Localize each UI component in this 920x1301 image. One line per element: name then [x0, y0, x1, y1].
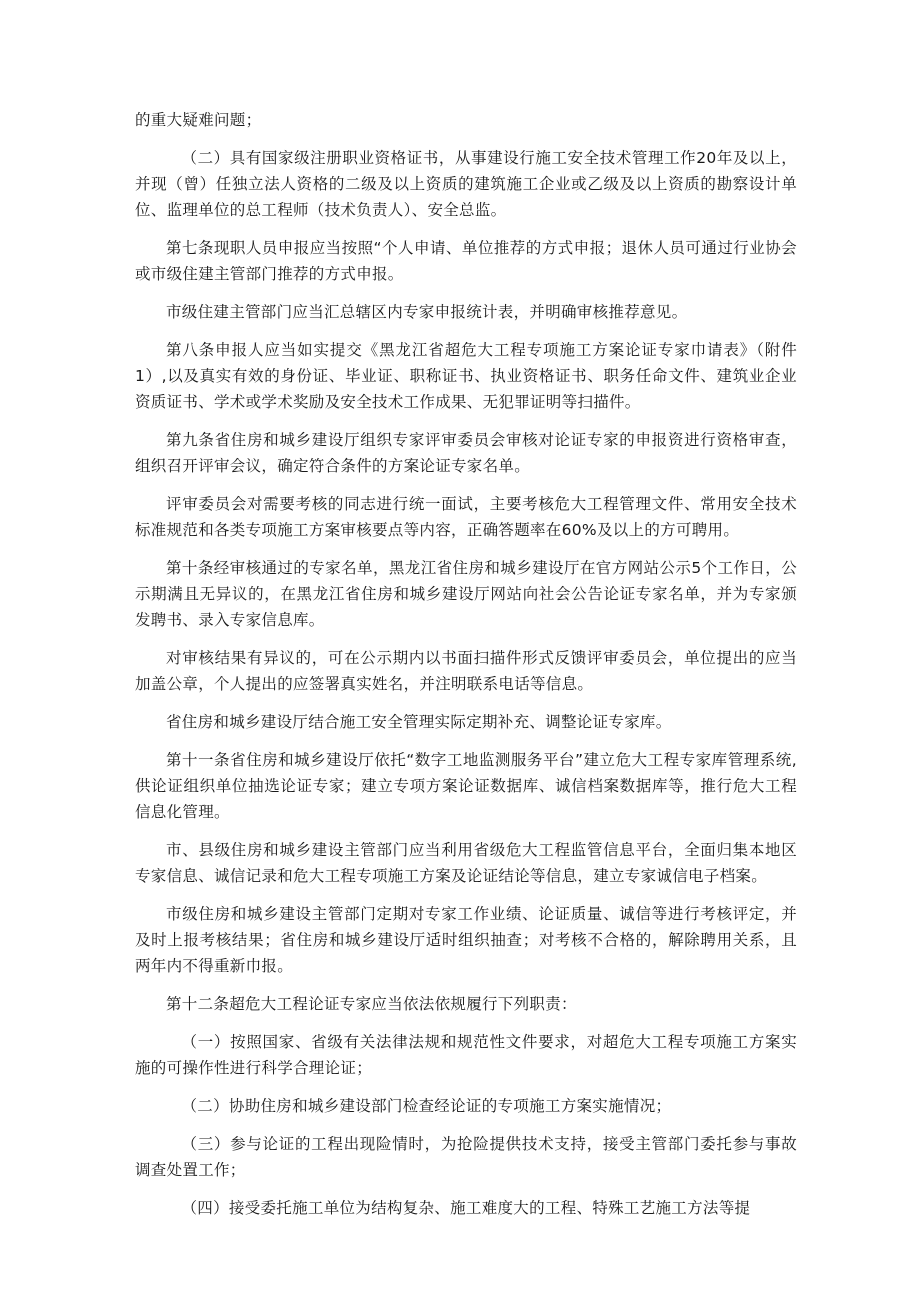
- paragraph: 市、县级住房和城乡建设主管部门应当利用省级危大工程监管信息平台，全面归集本地区专家信息、诚信记录和危大工程专项施工方案及论证结论等信息，建立专家诚信电子档案。: [135, 841, 797, 885]
- paragraph: 市级住建主管部门应当汇总辖区内专家申报统计表，并明确审核推荐意见。: [166, 303, 688, 321]
- paragraph: 第八条申报人应当如实提交《黑龙江省超危大工程专项施工方案论证专家巾请表》（附件1）,以及真实有效的身份证、毕业证、职称证书、执业资格证书、职务任命文件、建筑业企业资质证书、学术或学术奖励及安全技术工作成果、无犯罪证明等扫描件。: [135, 341, 797, 411]
- paragraph: 市级住房和城乡建设主管部门定期对专家工作业绩、论证质量、诚信等进行考核评定，并及时上报考核结果；省住房和城乡建设厅适时组织抽查；对考核不合格的，解除聘用关系，且两年内不得重新巾报。: [135, 905, 797, 975]
- paragraph: 的重大疑难问题；: [135, 111, 262, 129]
- paragraph: （二）具有国家级注册职业资格证书，从事建设行施工安全技术管理工作20年及以上，并现（曾）任独立法人资格的二级及以上资质的建筑施工企业或乙级及以上资质的勘察设计单位、监理单位的总工程师（技术负责人）、安全总监。: [135, 149, 797, 219]
- paragraph: 第七条现职人员申报应当按照“个人申请、单位推荐的方式申报；退休人员可通过行业协会或市级住建主管部门推荐的方式申报。: [135, 239, 797, 283]
- paragraph: 对审核结果有异议的，可在公示期内以书面扫描件形式反馈评审委员会，单位提出的应当加盖公章，个人提出的应签署真实姓名，并注明联系电话等信息。: [135, 649, 797, 693]
- document-body: [135, 107, 797, 1233]
- paragraph: 第十条经审核通过的专家名单，黑龙江省住房和城乡建设厅在官方网站公示5个工作日，公示期满且无异议的，在黑龙江省住房和城乡建设厅网站向社会公告论证专家名单，并为专家颁发聘书、录入专家信息库。: [135, 559, 797, 629]
- paragraph: 省住房和城乡建设厅结合施工安全管理实际定期补充、调整论证专家库。: [166, 713, 672, 731]
- paragraph: （一）按照国家、省级有关法律法规和规范性文件要求，对超危大工程专项施工方案实施的可操作性进行科学合理论证；: [135, 1033, 797, 1077]
- paragraph: （四）接受委托施工单位为结构复杂、施工难度大的工程、特殊工艺施工方法等提: [181, 1199, 751, 1217]
- paragraph: （三）参与论证的工程出现险情时，为抢险提供技术支持，接受主管部门委托参与事故调查处置工作；: [135, 1135, 797, 1179]
- paragraph: 第十一条省住房和城乡建设厅依托“数字工地监测服务平台”建立危大工程专家库管理系统,供论证组织单位抽选论证专家；建立专项方案论证数据库、诚信档案数据库等，推行危大工程信息化管理。: [135, 751, 797, 821]
- paragraph: 第十二条超危大工程论证专家应当依法依规履行下列职责：: [166, 995, 577, 1013]
- paragraph: 评审委员会对需要考核的同志进行统一面试，主要考核危大工程管理文件、常用安全技术标准规范和各类专项施工方案审核要点等内容，正确答题率在60%及以上的方可聘用。: [135, 495, 797, 539]
- paragraph: 第九条省住房和城乡建设厅组织专家评审委员会审核对论证专家的申报资进行资格审查，组织召开评审会议，确定符合条件的方案论证专家名单。: [135, 431, 797, 475]
- paragraph: （二）协助住房和城乡建设部门检查经论证的专项施工方案实施情况；: [181, 1097, 672, 1115]
